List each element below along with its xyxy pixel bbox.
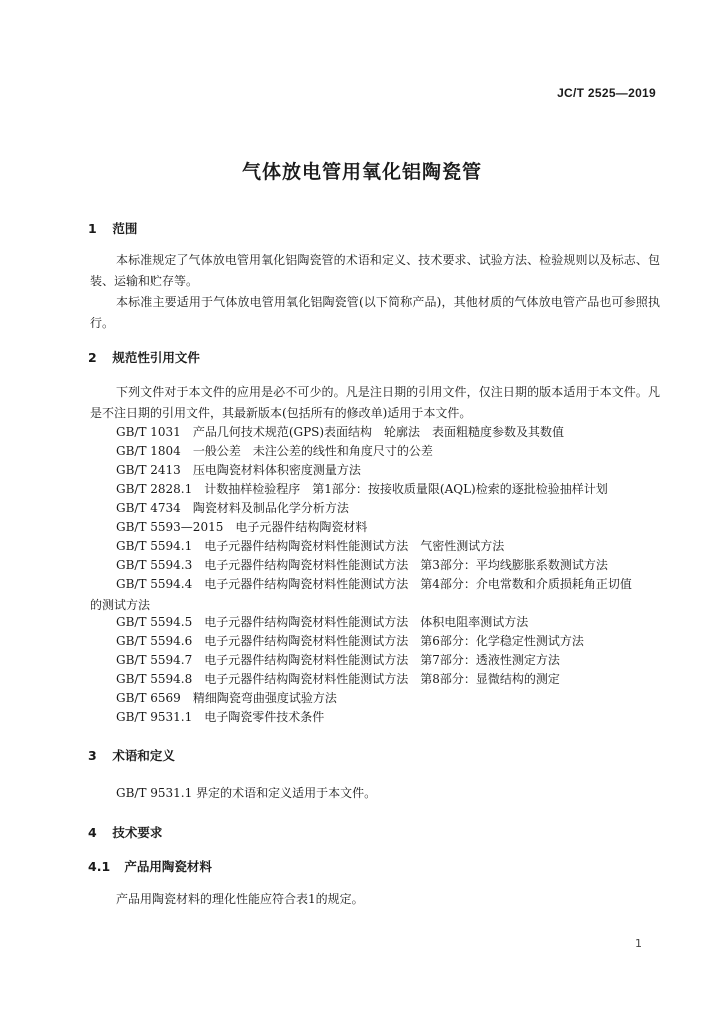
reference-title: 产品几何技术规范(GPS)表面结构 轮廓法 表面粗糙度参数及其数值 [192, 425, 565, 439]
reference-code: GB/T 1031 [116, 425, 181, 439]
reference-item [116, 556, 608, 575]
reference-item [116, 689, 337, 708]
reference-code: GB/T 4734 [116, 501, 181, 515]
reference-item [116, 423, 564, 442]
reference-title: 电子元器件结构陶瓷材料性能测试方法 第3部分：平均线膨胀系数测试方法 [204, 558, 608, 572]
reference-code: GB/T 1804 [116, 444, 181, 458]
reference-title: 电子元器件结构陶瓷材料 [235, 520, 368, 534]
section-1-paragraph-2: 本标准主要适用于气体放电管用氧化铝陶瓷管(以下简称产品)，其他材质的气体放电管产品也可参照执行。 [90, 295, 660, 330]
reference-item [116, 708, 324, 727]
reference-code: GB/T 2828.1 [116, 482, 193, 496]
reference-item [116, 575, 632, 594]
reference-title: 电子陶瓷零件技术条件 [204, 710, 325, 724]
reference-item [116, 518, 367, 537]
reference-code: GB/T 2413 [116, 463, 181, 477]
page-number: 1 [635, 937, 642, 950]
reference-code: GB/T 5594.8 [116, 672, 193, 686]
section-number: 2 [88, 350, 97, 365]
reference-code: GB/T 6569 [116, 691, 181, 705]
reference-code: GB/T 5594.4 [116, 577, 193, 591]
reference-title: 电子元器件结构陶瓷材料性能测试方法 气密性测试方法 [204, 539, 505, 553]
reference-code: GB/T 5594.1 [116, 539, 193, 553]
reference-item [116, 461, 361, 480]
standard-code: JC/T 2525—2019 [557, 86, 656, 100]
reference-title: 压电陶瓷材料体积密度测量方法 [192, 463, 361, 477]
reference-item [116, 613, 528, 632]
reference-item [116, 480, 608, 499]
subsection-4-1-text: 产品用陶瓷材料的理化性能应符合表1的规定。 [116, 892, 364, 906]
section-title: 范围 [112, 221, 138, 236]
section-number: 4 [88, 825, 97, 840]
section-number: 3 [88, 748, 97, 763]
reference-title: 一般公差 未注公差的线性和角度尺寸的公差 [192, 444, 433, 458]
reference-title: 陶瓷材料及制品化学分析方法 [192, 501, 349, 515]
reference-item [116, 632, 584, 651]
reference-item [116, 442, 433, 461]
reference-code: GB/T 5594.6 [116, 634, 193, 648]
reference-title: 精细陶瓷弯曲强度试验方法 [192, 691, 337, 705]
subsection-4-1-heading [88, 857, 212, 875]
section-4-heading [88, 823, 162, 841]
section-title: 技术要求 [112, 825, 163, 840]
reference-title: 电子元器件结构陶瓷材料性能测试方法 第4部分：介电常数和介质损耗角正切值 [204, 577, 632, 591]
subsection-number: 4.1 [88, 859, 111, 874]
reference-item [116, 670, 560, 689]
section-3-heading [88, 746, 175, 764]
reference-title: 电子元器件结构陶瓷材料性能测试方法 第7部分：透液性测定方法 [204, 653, 560, 667]
section-title: 术语和定义 [112, 748, 175, 763]
document-title: 气体放电管用氧化铝陶瓷管 [241, 161, 482, 183]
reference-code: GB/T 5593—2015 [116, 520, 224, 534]
section-number: 1 [88, 221, 97, 236]
reference-item [116, 651, 560, 670]
section-1-heading [88, 219, 137, 237]
reference-code: GB/T 5594.5 [116, 615, 193, 629]
reference-code: GB/T 9531.1 [116, 710, 193, 724]
reference-title: 电子元器件结构陶瓷材料性能测试方法 体积电阻率测试方法 [204, 615, 529, 629]
reference-title: 电子元器件结构陶瓷材料性能测试方法 第8部分：显微结构的测定 [204, 672, 560, 686]
reference-continuation: 的测试方法 [90, 598, 151, 612]
section-2-heading [88, 348, 200, 366]
reference-item [116, 537, 504, 556]
reference-title: 计数抽样检验程序 第1部分：按接收质量限(AQL)检索的逐批检验抽样计划 [204, 482, 608, 496]
reference-item [116, 499, 349, 518]
reference-code: GB/T 5594.7 [116, 653, 193, 667]
reference-code: GB/T 5594.3 [116, 558, 193, 572]
section-3-text: GB/T 9531.1 界定的术语和定义适用于本文件。 [116, 786, 377, 800]
subsection-title: 产品用陶瓷材料 [124, 859, 212, 874]
section-1-paragraph-1: 本标准规定了气体放电管用氧化铝陶瓷管的术语和定义、技术要求、试验方法、检验规则以及标志、包装、运输和贮存等。 [90, 253, 660, 288]
section-2-intro: 下列文件对于本文件的应用是必不可少的。凡是注日期的引用文件，仅注日期的版本适用于本文件。凡是不注日期的引用文件，其最新版本(包括所有的修改单)适用于本文件。 [90, 385, 660, 420]
reference-title: 电子元器件结构陶瓷材料性能测试方法 第6部分：化学稳定性测试方法 [204, 634, 584, 648]
section-title: 规范性引用文件 [112, 350, 200, 365]
